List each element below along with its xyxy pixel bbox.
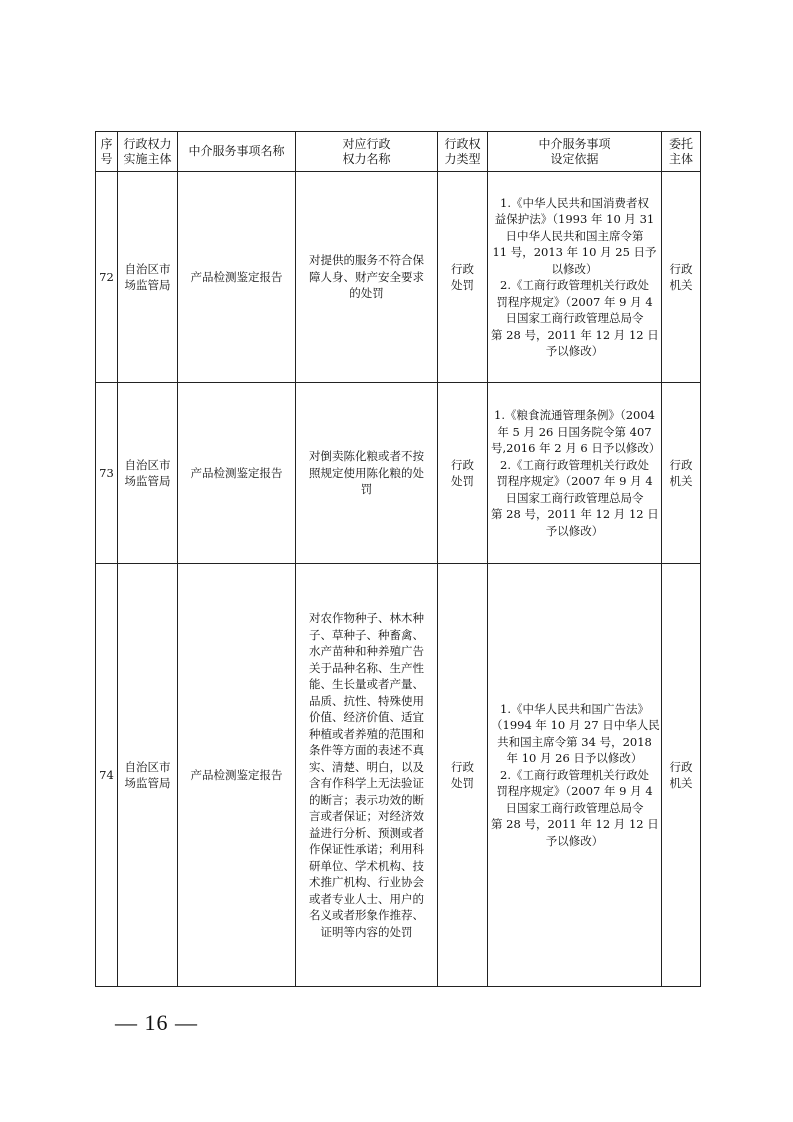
row-agency: 自治区市 场监管局	[118, 564, 178, 987]
header-basis: 中介服务事项 设定依据	[488, 132, 662, 172]
table-row	[96, 564, 701, 987]
page-number: — 16 —	[115, 1010, 198, 1035]
power-items-table	[95, 131, 701, 987]
row-service: 产品检测鉴定报告	[178, 172, 296, 383]
row-delegate: 行政 机关	[662, 564, 701, 987]
row-delegate: 行政 机关	[662, 172, 701, 383]
row-power: 对农作物种子、林木种 子、草种子、种畜禽、 水产苗种和种养殖广告 关于品种名称、生产性 能、生长量或者产量、 品质、抗性、特殊使用 价值、经济价值、适宜 种植或者养殖的范围和 条件等方面的表述不真 实、清楚、明白，以及 含有作科学上无法验证 的断言；表示功效的断 言或者保证；对经济效 益进行分析、预测或者 作保证性承诺；利用科 研单位、学术机构、技 术推广机构、行业协会 或者专业人士、用户的 名义或者形象作推荐、 证明等内容的处罚	[296, 564, 438, 987]
row-service: 产品检测鉴定报告	[178, 564, 296, 987]
row-number: 73	[96, 383, 118, 564]
row-delegate: 行政 机关	[662, 383, 701, 564]
header-service: 中介服务事项名称	[178, 132, 296, 172]
table-row	[96, 383, 701, 564]
header-power: 对应行政 权力名称	[296, 132, 438, 172]
header-number: 序 号	[96, 132, 118, 172]
row-power: 对倒卖陈化粮或者不按 照规定使用陈化粮的处 罚	[296, 383, 438, 564]
row-type: 行政 处罚	[438, 564, 488, 987]
row-service: 产品检测鉴定报告	[178, 383, 296, 564]
row-number: 72	[96, 172, 118, 383]
row-basis: 1.《中华人民共和国消费者权 益保护法》（1993 年 10 月 31 日中华人民共和国主席令第 11 号，2013 年 10 月 25 日予 以修改） 2.《工商行政管理机关行政处 罚程序规定》（2007 年 9 月 4 日国家工商行政管理总局令 第 28 号，2011 年 12 月 12 日 予以修改）	[488, 172, 662, 383]
row-type: 行政 处罚	[438, 383, 488, 564]
row-basis: 1.《粮食流通管理条例》（2004 年 5 月 26 日国务院令第 407 号,2016 年 2 月 6 日予以修改） 2.《工商行政管理机关行政处 罚程序规定》（2007 年 9 月 4 日国家工商行政管理总局令 第 28 号，2011 年 12 月 12 日 予以修改）	[488, 383, 662, 564]
row-basis: 1.《中华人民共和国广告法》 （1994 年 10 月 27 日中华人民 共和国主席令第 34 号，2018 年 10 月 26 日予以修改） 2.《工商行政管理机关行政处 罚程序规定》（2007 年 9 月 4 日国家工商行政管理总局令 第 28 号，2011 年 12 月 12 日 予以修改）	[488, 564, 662, 987]
table-header-row	[96, 132, 701, 172]
row-agency: 自治区市 场监管局	[118, 383, 178, 564]
header-delegate: 委托 主体	[662, 132, 701, 172]
table-row	[96, 172, 701, 383]
header-agency: 行政权力 实施主体	[118, 132, 178, 172]
row-type: 行政 处罚	[438, 172, 488, 383]
header-type: 行政权 力类型	[438, 132, 488, 172]
row-agency: 自治区市 场监管局	[118, 172, 178, 383]
row-number: 74	[96, 564, 118, 987]
row-power: 对提供的服务不符合保 障人身、财产安全要求 的处罚	[296, 172, 438, 383]
